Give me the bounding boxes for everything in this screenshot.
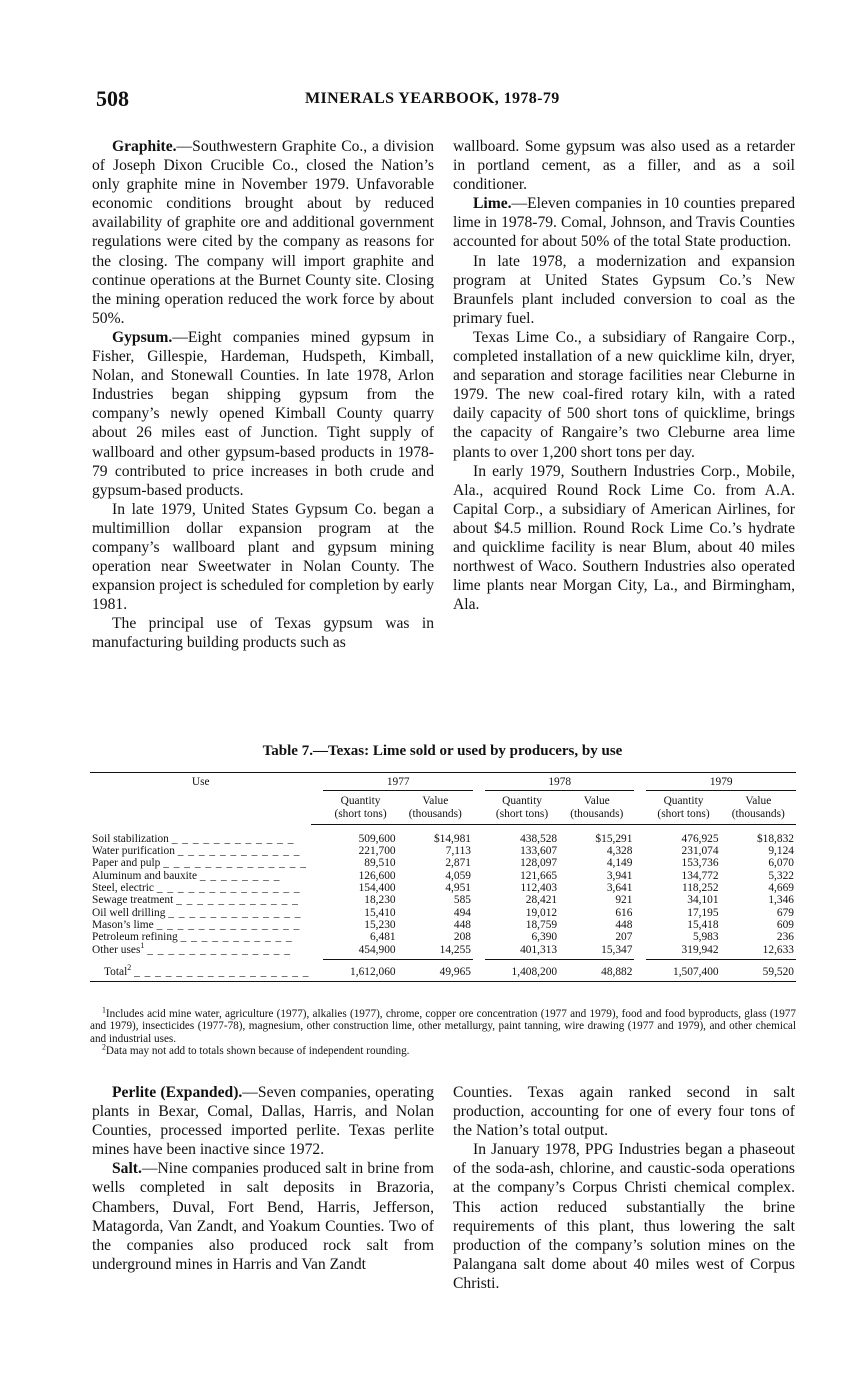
quantity-cell: 18,759 — [525, 918, 558, 931]
running-head: MINERALS YEARBOOK, 1978-79 — [305, 90, 560, 107]
quantity-cell: 509,600 — [358, 832, 396, 845]
right-column-top — [453, 137, 795, 614]
quantity-cell: 133,607 — [520, 845, 558, 858]
use-cell: Oil well drilling _ _ _ _ _ _ _ _ _ _ _ _ _ — [92, 906, 302, 919]
quantity-cell: 476,925 — [681, 832, 719, 845]
quantity-cell: 454,900 — [358, 943, 396, 956]
table-total-row — [90, 959, 796, 981]
gypsum-expansion-paragraph: In late 1979, United States Gypsum Co. began a multimillion dollar expansion program at the company’s wallboard plant and gypsum mining operation near Sweetwater in Nolan County. The expansion project is scheduled for completion by early 1981. — [92, 500, 434, 614]
texas-lime-paragraph: Texas Lime Co., a subsidiary of Rangaire Corp., completed installation of a new quicklime kiln, dryer, and separation and storage facilities near Cleburne in 1979. The new coal-fired rotary kiln, with a rated daily capacity of 500 short tons of quicklime, brings the capacity of Rangaire’s two Cleburne area lime plants to over 1,200 short tons per day. — [453, 328, 795, 461]
use-cell: Total$^2$ _ _ _ _ _ _ _ _ _ _ _ _ _ _ _ _ _ — [104, 962, 310, 978]
quantity-cell: 28,421 — [525, 894, 558, 907]
value-cell: 14,255 — [439, 943, 471, 956]
gypsum-text: —Eight companies mined gypsum in Fisher, Gillespie, Hardeman, Hudspeth, Kimball, Nolan, and Stonewall Counties. In late 1978, Arlon Industries began shipping gypsum from the company’s newly opened Kimball County quarry about 26 miles east of Junction. Tight supply of wallboard and other gypsum-based products in 1978-79 contributed to price increases in both crude and gypsum-based products. — [92, 328, 434, 499]
year-header-1977: 1977 — [323, 773, 472, 791]
lime-modernization-paragraph: In late 1978, a modernization and expansion program at United States Gypsum Co.’s New Braunfels plant included conversion to coal as the primary fuel. — [453, 252, 795, 327]
quantity-header: Quantity (short tons) — [485, 791, 559, 825]
ppg-paragraph: In January 1978, PPG Industries began a phaseout of the soda-ash, chlorine, and caustic-soda operations at the company’s Corpus Christi chemical complex. This action reduced substantially the brine requirements of this plant, thus lowering the salt production of the company’s solution mines on the Palangana salt dome about 40 miles west of Corpus Christi. — [453, 1141, 795, 1292]
perlite-text: —Seven companies, operating plants in Bexar, Comal, Dallas, Harris, and Nolan Counties, processed imported perlite. Texas perlite mines have been inactive since 1972. — [92, 1084, 434, 1159]
quantity-cell: 5,983 — [692, 931, 719, 944]
table-row — [90, 919, 796, 931]
quantity-header: Quantity (short tons) — [646, 791, 720, 825]
value-cell: 207 — [615, 931, 633, 944]
page-number: 508 — [96, 86, 129, 111]
lime-text: —Eleven companies in 10 counties prepared lime in 1978-79. Comal, Johnson, and Travis Counties accounted for about 50% of the total State production. — [453, 195, 795, 251]
table-row — [90, 894, 796, 906]
value-cell: 5,322 — [768, 869, 794, 882]
lime-table-body — [90, 824, 796, 981]
value-cell: $15,291 — [595, 832, 633, 845]
value-cell: 4,328 — [606, 845, 633, 858]
value-cell: 15,347 — [601, 943, 633, 956]
value-cell: 3,941 — [606, 869, 633, 882]
quantity-cell: 1,507,400 — [646, 959, 720, 981]
year-header-1978: 1978 — [485, 773, 634, 791]
quantity-header: Quantity (short tons) — [323, 791, 397, 825]
quantity-cell: 6,390 — [531, 931, 558, 944]
quantity-cell: 118,252 — [681, 882, 719, 895]
value-cell: $14,981 — [433, 832, 471, 845]
value-cell: 6,070 — [768, 857, 794, 870]
value-cell: 49,965 — [398, 959, 473, 981]
round-rock-paragraph: In early 1979, Southern Industries Corp., Mobile, Ala., acquired Round Rock Lime Co. from A.A. Capital Corp., a subsidiary of American Airlines, for about $4.5 million. Round Rock Lime Co.’s hydrate and quicklime facility is near Blum, about 40 miles northwest of Waco. Southern Industries also operated lime plants near Morgan City, La., and Birmingham, Ala. — [453, 462, 795, 614]
quantity-cell: 15,230 — [364, 918, 396, 931]
quantity-cell: 231,074 — [681, 845, 719, 858]
quantity-cell: 112,403 — [520, 882, 558, 895]
right-column-bottom — [453, 1083, 795, 1293]
quantity-cell: 221,700 — [358, 845, 396, 858]
use-cell: Mason’s lime _ _ _ _ _ _ _ _ _ _ _ _ _ _ — [92, 918, 301, 931]
gypsum-heading: Gypsum. — [112, 328, 173, 346]
table-row — [90, 824, 796, 845]
value-cell: 4,059 — [445, 869, 471, 882]
table-row — [90, 845, 796, 857]
footnote-1: $^1$Includes acid mine water, agriculture (1977), alkalies (1977), chrome, copper ore concentration (1977 and 1979), food and food byproducts, glass (1977 and 1979), insecticides (1977-78), magnesium, other construction lime, other metallurgy, paint tanning, wire drawing (1977 and 1979), and other chemical and industrial uses. — [90, 1005, 796, 1045]
quantity-cell: 154,400 — [358, 882, 396, 895]
quantity-cell: 128,097 — [520, 857, 558, 870]
salt-heading: Salt. — [112, 1160, 142, 1178]
table-year-header-row — [90, 773, 796, 791]
salt-continued-paragraph: Counties. Texas again ranked second in salt production, accounting for one of every four tons of the Nation’s total output. — [453, 1084, 795, 1140]
use-cell: Aluminum and bauxite _ _ _ _ _ _ _ _ — [92, 869, 281, 882]
use-cell: Other uses$^1$ _ _ _ _ _ _ _ _ _ _ _ _ _ _ — [92, 941, 292, 956]
lime-heading: Lime. — [473, 195, 512, 213]
quantity-cell: 89,510 — [364, 857, 396, 870]
value-cell: 12,633 — [762, 943, 794, 956]
left-column-bottom — [92, 1083, 434, 1274]
value-header: Value (thousands) — [398, 791, 473, 825]
value-cell: 609 — [776, 918, 794, 931]
use-cell: Soil stabilization _ _ _ _ _ _ _ _ _ _ _ _ — [92, 832, 295, 845]
value-cell: 4,149 — [606, 857, 633, 870]
value-cell: 9,124 — [768, 845, 794, 858]
quantity-cell: 126,600 — [358, 869, 396, 882]
value-cell: 616 — [615, 906, 633, 919]
graphite-heading: Graphite. — [112, 138, 177, 155]
quantity-cell: 153,736 — [681, 857, 719, 870]
footnote-2: $^2$Data may not add to totals shown because of independent rounding. — [102, 1042, 410, 1058]
perlite-heading: Perlite (Expanded). — [112, 1084, 243, 1101]
year-header-1979: 1979 — [646, 773, 796, 791]
value-cell: 59,520 — [721, 959, 796, 981]
perlite-paragraph — [92, 1083, 434, 1159]
value-cell: 448 — [453, 918, 471, 931]
quantity-cell: 1,612,060 — [323, 959, 397, 981]
value-cell: 679 — [776, 906, 794, 919]
value-cell: 2,871 — [445, 857, 471, 870]
gypsum-use-paragraph: The principal use of Texas gypsum was in manufacturing building products such as — [92, 615, 434, 652]
quantity-cell: 34,101 — [687, 894, 719, 907]
value-cell: 921 — [615, 894, 633, 907]
salt-text: —Nine companies produced salt in brine from wells completed in salt deposits in Brazoria, Chambers, Duval, Fort Bend, Harris, Jefferson, Matagorda, Van Zandt, and Yoakum Counties. Two of the companies also produced rock salt from underground mines in Harris and Van Zandt — [92, 1160, 434, 1273]
value-cell: 236 — [776, 931, 794, 944]
quantity-cell: 18,230 — [364, 894, 396, 907]
value-cell: 1,346 — [768, 894, 794, 907]
table-row — [90, 931, 796, 943]
table-row — [90, 857, 796, 869]
table-footnotes — [90, 1005, 796, 1058]
quantity-cell: 15,418 — [687, 918, 719, 931]
value-cell: 7,113 — [445, 845, 471, 858]
use-column-header: Use — [90, 773, 311, 825]
lime-paragraph — [453, 194, 795, 251]
value-header: Value (thousands) — [721, 791, 796, 825]
value-cell: 448 — [615, 918, 633, 931]
value-cell: 494 — [453, 906, 471, 919]
lime-table — [90, 772, 796, 982]
use-cell: Paper and pulp _ _ _ _ _ _ _ _ _ _ _ _ _ _ — [92, 857, 307, 870]
salt-paragraph — [92, 1159, 434, 1274]
table-row — [90, 944, 796, 960]
use-cell: Water purification _ _ _ _ _ _ _ _ _ _ _ _ — [92, 845, 301, 858]
use-cell: Steel, electric _ _ _ _ _ _ _ _ _ _ _ _ _ _ — [92, 882, 301, 895]
table-row — [90, 907, 796, 919]
table-row — [90, 882, 796, 894]
value-cell: 208 — [453, 931, 471, 944]
value-header: Value (thousands) — [559, 791, 634, 825]
gypsum-paragraph — [92, 328, 434, 500]
value-cell: 4,669 — [768, 882, 794, 895]
quantity-cell: 6,481 — [369, 931, 396, 944]
value-cell: 3,641 — [606, 882, 633, 895]
table-caption: Table 7.—Texas: Lime sold or used by producers, by use — [262, 743, 623, 759]
value-cell: $18,832 — [756, 832, 794, 845]
quantity-cell: 438,528 — [520, 832, 558, 845]
table-row — [90, 870, 796, 882]
quantity-cell: 15,410 — [364, 906, 396, 919]
value-cell: 585 — [453, 894, 471, 907]
quantity-cell: 1,408,200 — [485, 959, 559, 981]
graphite-text: —Southwestern Graphite Co., a division of Joseph Dixon Crucible Co., closed the Nation’s only graphite mine in November 1979. Unfavorable economic conditions brought about by reduced availability of graphite ore and additional government regulations were cited by the company as reasons for the closing. The company will import graphite and continue operations at the Burnet County site. Closing the mining operation reduced the work force by about 50%. — [92, 138, 434, 327]
graphite-paragraph — [92, 137, 434, 328]
value-cell: 48,882 — [559, 959, 634, 981]
quantity-cell: 19,012 — [525, 906, 558, 919]
quantity-cell: 17,195 — [687, 906, 719, 919]
quantity-cell: 401,313 — [520, 943, 558, 956]
use-cell: Sewage treatment _ _ _ _ _ _ _ _ _ _ _ _ — [92, 894, 299, 907]
quantity-cell: 319,942 — [681, 943, 719, 956]
use-cell: Petroleum refining _ _ _ _ _ _ _ _ _ _ _ — [92, 931, 293, 944]
left-column-top — [92, 137, 434, 653]
quantity-cell: 121,665 — [520, 869, 558, 882]
value-cell: 4,951 — [445, 882, 471, 895]
quantity-cell: 134,772 — [681, 869, 719, 882]
gypsum-continued-paragraph: wallboard. Some gypsum was also used as a retarder in portland cement, as a filler, and as a soil conditioner. — [453, 138, 795, 194]
